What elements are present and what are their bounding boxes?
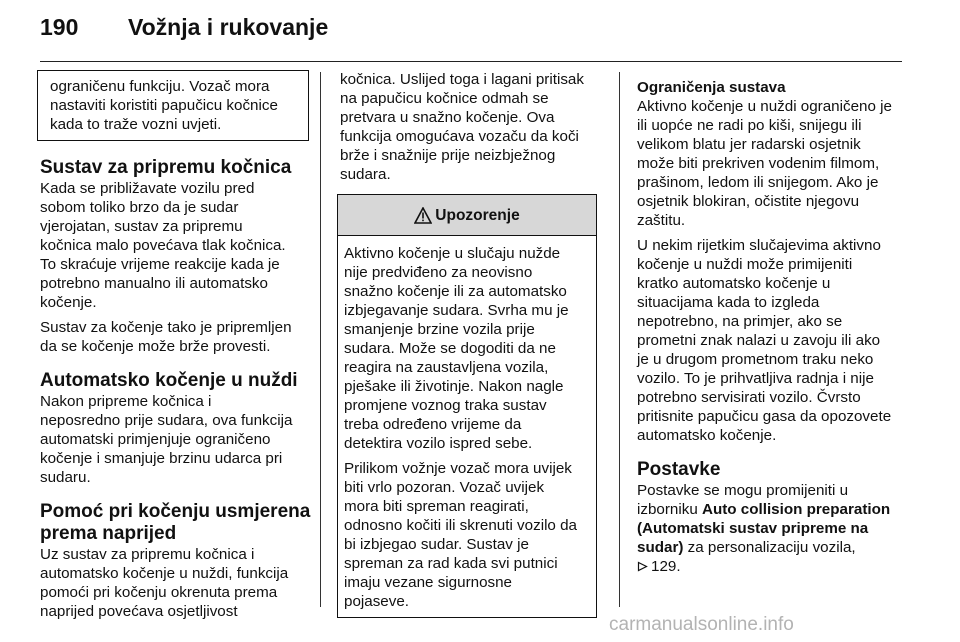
column-3	[637, 78, 907, 582]
text-line: Kada se približavate vozilu pred	[40, 180, 255, 197]
text-line: mora biti spreman reagirati,	[344, 498, 529, 515]
text-line: odnosno kočiti ili skrenuti vozilo da	[344, 517, 577, 534]
warning-body	[338, 236, 596, 617]
menu-name: Auto collision preparation	[702, 501, 891, 518]
paragraph	[40, 179, 308, 312]
text-line: vozilo. To je prihvatljiva radnja i nije	[637, 370, 874, 387]
text-line: kočnica. Uslijed toga i lagani pritisak	[340, 71, 584, 88]
column-divider-1	[320, 72, 321, 607]
continued-note-box	[37, 70, 309, 141]
page-number: 190	[40, 14, 79, 40]
column-divider-2	[619, 72, 620, 607]
text-line: brže i snažnije prije neizbježnog	[340, 147, 556, 164]
text-line: ograničenu funkciju. Vozač mora	[50, 78, 270, 95]
page-title: Vožnja i rukovanje	[128, 14, 329, 40]
warning-title: Upozorenje	[435, 206, 520, 224]
text-line: potrebno servisirati vozilo. Čvrsto	[637, 389, 861, 406]
text-line: spreman za rad kada svi putnici	[344, 555, 558, 572]
text-line: U nekim rijetkim slučajevima aktivno	[637, 237, 881, 254]
text-line: sudaru.	[40, 469, 91, 486]
text-line: promjene voznog traka sustav	[344, 397, 547, 414]
page-reference[interactable]	[637, 557, 907, 576]
text-line: kočnica malo povećava tlak kočnica.	[40, 237, 286, 254]
text-line: pritisnite papučicu gasa da opozovete	[637, 408, 892, 425]
text-line: Sustav za kočenje tako je pripremljen	[40, 319, 292, 336]
text-line: kratko automatsko kočenje u	[637, 275, 831, 292]
subheading-system-limits: Ograničenja sustava	[637, 79, 786, 96]
text-line: biti vrlo pozoran. Vozač uvijek	[344, 479, 545, 496]
text-line: nastaviti koristiti papučicu kočnice	[50, 97, 278, 114]
text-line: detektira vozilo ispred sebe.	[344, 435, 533, 452]
header-rule	[40, 61, 902, 62]
text-line: funkcija omogućava vozaču da koči	[340, 128, 579, 145]
text-line: nije predviđeno za neovisno	[344, 264, 533, 281]
text-line: kočenje u nuždi može primijeniti	[637, 256, 853, 273]
text-line: Pomoć pri kočenju usmjerena	[40, 501, 311, 522]
text-line: pretvara u snažno kočenje. Ova	[340, 109, 555, 126]
text-line: može biti prekriven vodenim filmom,	[637, 155, 880, 172]
text-line: kada to traže vozni uvjeti.	[50, 116, 222, 133]
text-line: bi izbjegao sudar. Sustav je	[344, 536, 529, 553]
text-line: izbjegavanje sudara. Svrha mu je	[344, 302, 569, 319]
text-line: nepotrebno, na primjer, ako se	[637, 313, 843, 330]
text-line: treba određeno vrijeme da	[344, 416, 522, 433]
warning-box	[337, 194, 597, 618]
page-reference-number: 129.	[651, 558, 681, 575]
heading-settings: Postavke	[637, 459, 721, 480]
text-line: imaju vezane sigurnosne	[344, 574, 513, 591]
text-line: kočenje.	[40, 294, 97, 311]
paragraph	[340, 70, 604, 184]
paragraph	[40, 318, 308, 356]
column-2	[340, 70, 604, 618]
watermark: carmanualsonline.info	[609, 614, 794, 635]
text-line: ili uopće ne radi po kiši, snijegu ili	[637, 117, 862, 134]
text-line: Nakon pripreme kočnica i	[40, 393, 212, 410]
page-reference-icon	[637, 561, 648, 572]
text-line: automatsko kočenje u nuždi, funkcija	[40, 565, 289, 582]
text-line: sudara. Može se dogoditi da ne	[344, 340, 556, 357]
text-line: na papučicu kočnice odmah se	[340, 90, 549, 107]
heading-forward-brake-assist	[40, 501, 311, 545]
text-line: prometni znak nalazi u zavoju ili ako	[637, 332, 881, 349]
text-line: snažno kočenje ili za automatsko	[344, 283, 567, 300]
text-line: naprijed povećava osjetljivost	[40, 603, 238, 620]
text-line: kočenje i smanjuje brzinu udarca pri	[40, 450, 283, 467]
text-line: situacijama kada to izgleda	[637, 294, 820, 311]
text-line: Aktivno kočenje u slučaju nužde	[344, 245, 561, 262]
text-line: pješake ili životinje. Nakon nagle	[344, 378, 564, 395]
warning-paragraph	[344, 459, 590, 611]
text-line: prašinom, ledom ili snijegom. Ako je	[637, 174, 879, 191]
text-line: da se kočenje može brže provesti.	[40, 338, 271, 355]
text-line: pomoći pri kočenju okrenuta prema	[40, 584, 278, 601]
text-line: sobom toliko brzo da je sudar	[40, 199, 239, 216]
text-line: Uz sustav za pripremu kočnica i	[40, 546, 255, 563]
heading-emergency-braking: Automatsko kočenje u nuždi	[40, 370, 298, 391]
text-line: prema naprijed	[40, 523, 177, 544]
text-line: automatski primjenjuje ograničeno	[40, 431, 271, 448]
warning-paragraph	[344, 244, 590, 453]
text-line: velikom blatu jer radarski osjetnik	[637, 136, 861, 153]
paragraph-settings: Postavke se mogu promijeniti u izborniku Auto collision preparation (Automatski sustav pripreme na sudar) za personalizaciju vozila, 129.	[637, 481, 907, 576]
text-line: je u drugom prometnom traku neko	[637, 351, 874, 368]
text-line: neposredno prije sudara, ova funkcija	[40, 412, 293, 429]
paragraph	[637, 97, 907, 230]
text-line: pojaseve.	[344, 593, 410, 610]
text-line: vjerojatan, sustav za pripremu	[40, 218, 243, 235]
warning-header	[338, 195, 596, 236]
text-line: zaštitu.	[637, 212, 686, 229]
continued-note-text	[50, 77, 298, 134]
warning-triangle-icon	[414, 207, 432, 224]
text-line: potrebno manualno ili automatsko	[40, 275, 268, 292]
column-1	[40, 70, 311, 627]
text-line: Prilikom vožnje vozač mora uvijek	[344, 460, 572, 477]
text-line: Aktivno kočenje u nuždi ograničeno je	[637, 98, 892, 115]
text-line: smanjenje brzine vozila prije	[344, 321, 535, 338]
heading-brake-preparation: Sustav za pripremu kočnica	[40, 157, 292, 178]
text-line: reagira na zaustavljena vozila,	[344, 359, 549, 376]
paragraph	[40, 392, 308, 487]
text-line: sudara.	[340, 166, 391, 183]
paragraph	[637, 236, 907, 445]
text-line: osjetnik blokiran, očistite njegovu	[637, 193, 860, 210]
text-line: To skraćuje vrijeme reakcije kada je	[40, 256, 280, 273]
paragraph	[40, 545, 308, 621]
text-line: automatsko kočenje.	[637, 427, 777, 444]
